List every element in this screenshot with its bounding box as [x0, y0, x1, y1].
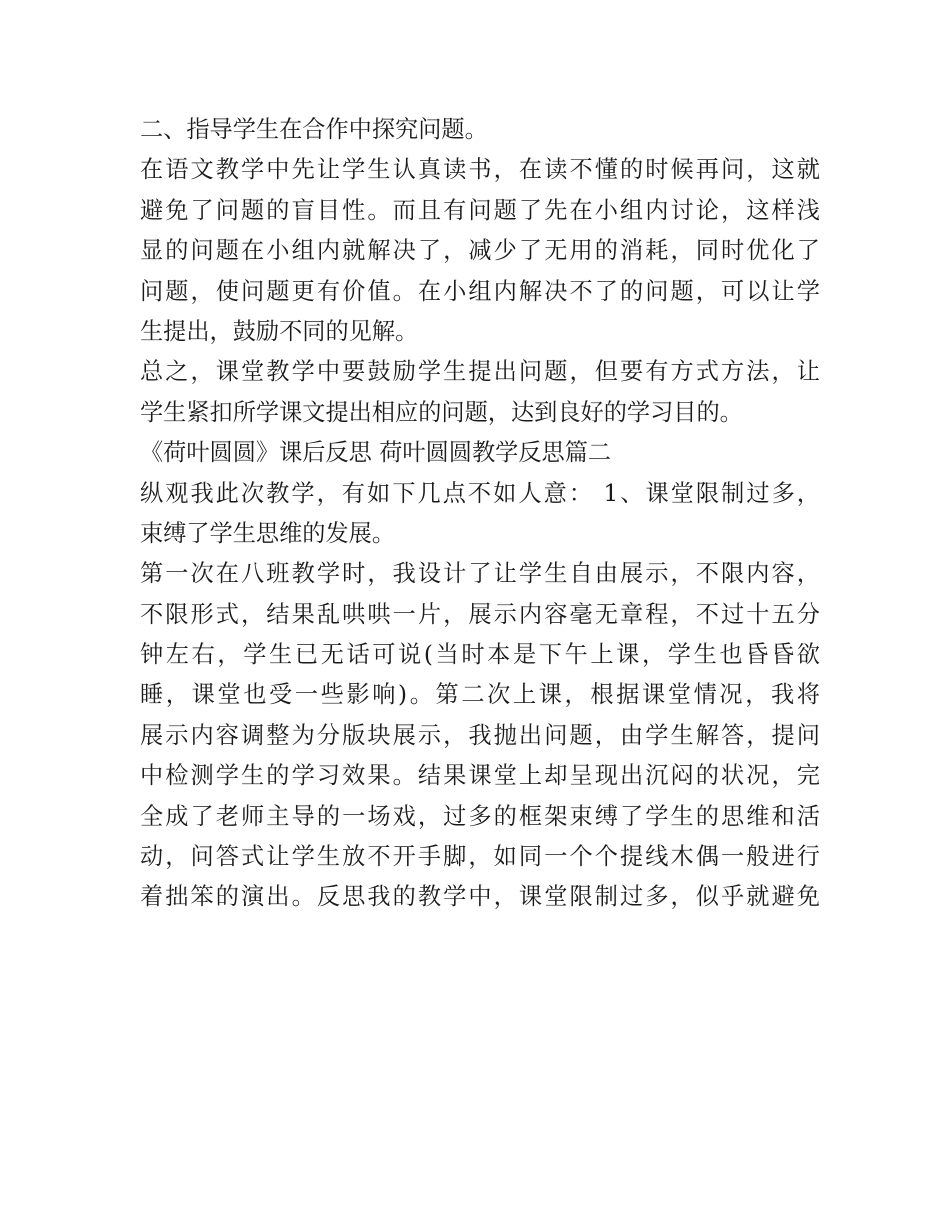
text-line: 在语文教学中先让学生认真读书，在读不懂的时候再问，这就 — [140, 156, 820, 184]
text-line: 第一次在八班教学时，我设计了让学生自由展示，不限内容， — [140, 560, 820, 588]
text-line: 钟左右，学生已无话可说(当时本是下午上课，学生也昏昏欲 — [140, 641, 820, 669]
section-heading: 二、指导学生在合作中探究问题。 — [140, 116, 488, 143]
text-line: 生提出，鼓励不同的见解。 — [140, 317, 419, 345]
text-line: 着拙笨的演出。反思我的教学中，课堂限制过多，似乎就避免 — [140, 883, 820, 911]
text-line: 学生紧扣所学课文提出相应的问题，达到良好的学习目的。 — [140, 398, 743, 426]
text-line: 问题，使问题更有价值。在小组内解决不了的问题，可以让学 — [140, 277, 820, 305]
text-line: 束缚了学生思维的发展。 — [140, 519, 396, 547]
text-line: 动，问答式让学生放不开手脚，如同一个个提线木偶一般进行 — [140, 843, 820, 871]
text-line: 全成了老师主导的一场戏，过多的框架束缚了学生的思维和活 — [140, 802, 820, 830]
document-body — [140, 110, 820, 918]
text-line: 总之，课堂教学中要鼓励学生提出问题，但要有方式方法，让 — [140, 358, 820, 386]
text-line: 睡，课堂也受一些影响)。第二次上课，根据课堂情况，我将 — [140, 681, 820, 709]
text-line: 中检测学生的学习效果。结果课堂上却呈现出沉闷的状况，完 — [140, 762, 820, 790]
text-line: 纵观我此次教学，有如下几点不如人意： 1、课堂限制过多， — [140, 479, 820, 507]
text-line: 不限形式，结果乱哄哄一片，展示内容毫无章程，不过十五分 — [140, 600, 820, 628]
text-line: 展示内容调整为分版块展示，我抛出问题，由学生解答，提问 — [140, 721, 820, 749]
text-line: 显的问题在小组内就解决了，减少了无用的消耗，同时优化了 — [140, 237, 820, 265]
text-line: 避免了问题的盲目性。而且有问题了先在小组内讨论，这样浅 — [140, 196, 820, 224]
article-title: 《荷叶圆圆》课后反思 荷叶圆圆教学反思篇二 — [140, 439, 612, 467]
